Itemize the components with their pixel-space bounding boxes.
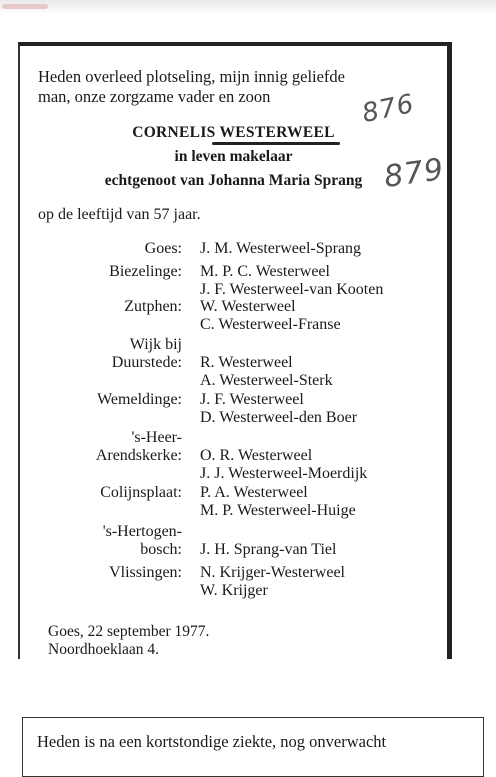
place-arendskerke: Arendskerke: (95, 447, 182, 464)
handwritten-note-876: 876 (359, 88, 418, 130)
age-line: op de leeftijd van 57 jaar. (38, 206, 201, 223)
family-name: J. F. Westerweel (200, 391, 304, 408)
place-bosch: bosch: (140, 541, 182, 558)
place-duurstede: Duurstede: (111, 354, 182, 371)
deceased-name (20, 124, 447, 142)
family-name: J. H. Sprang-van Tiel (200, 541, 337, 558)
family-name: J. J. Westerweel-Moerdijk (200, 465, 368, 482)
handwritten-note-879: 879 (381, 151, 447, 196)
family-name: W. Krijger (200, 582, 268, 599)
family-name: J. M. Westerweel-Sprang (200, 240, 362, 257)
family-name: O. R. Westerweel (200, 447, 313, 464)
place-wijk-bij-line1: Wijk bij (129, 336, 182, 353)
family-name: M. P. Westerweel-Huige (200, 502, 356, 519)
family-name: D. Westerweel-den Boer (200, 409, 358, 426)
next-obituary-notice (22, 717, 484, 777)
place-wemeldinge: Wemeldinge: (97, 391, 182, 408)
first-name: CORNELIS (132, 124, 220, 141)
place-s-heer-line1: 's-Heer- (131, 429, 182, 446)
family-name: A. Westerweel-Sterk (200, 372, 333, 389)
last-name: WESTERWEEL (219, 124, 335, 141)
family-name: J. F. Westerweel-van Kooten (200, 281, 384, 298)
next-notice-text: Heden is na een kortstondige ziekte, nog onverwacht (37, 732, 387, 751)
family-name: W. Westerweel (200, 298, 296, 315)
footer-address: Noordhoeklaan 4. (48, 641, 160, 658)
intro-line-1: Heden overleed plotseling, mijn innig geliefde (38, 67, 345, 86)
place-colijnsplaat: Colijnsplaat: (100, 484, 182, 501)
spouse-line: echtgenoot van Johanna Maria Sprang (104, 172, 363, 189)
footer-date: Goes, 22 september 1977. (48, 623, 210, 640)
scan-edge (0, 0, 496, 14)
place-zutphen: Zutphen: (124, 298, 182, 315)
place-goes: Goes: (144, 240, 182, 257)
family-name: C. Westerweel-Franse (200, 316, 341, 333)
name-underline (212, 142, 340, 145)
place-s-hertogen-line1: 's-Hertogen- (102, 523, 182, 540)
family-name: M. P. C. Westerweel (200, 263, 330, 280)
obituary-notice (18, 42, 452, 659)
family-name: P. A. Westerweel (200, 484, 308, 501)
intro-line-2: man, onze zorgzame vader en zoon (38, 87, 271, 106)
place-vlissingen: Vlissingen: (109, 564, 182, 581)
family-name: R. Westerweel (200, 354, 293, 371)
family-name: N. Krijger-Westerweel (200, 564, 345, 581)
occupation: in leven makelaar (174, 148, 293, 165)
place-biezelinge: Biezelinge: (109, 263, 182, 280)
